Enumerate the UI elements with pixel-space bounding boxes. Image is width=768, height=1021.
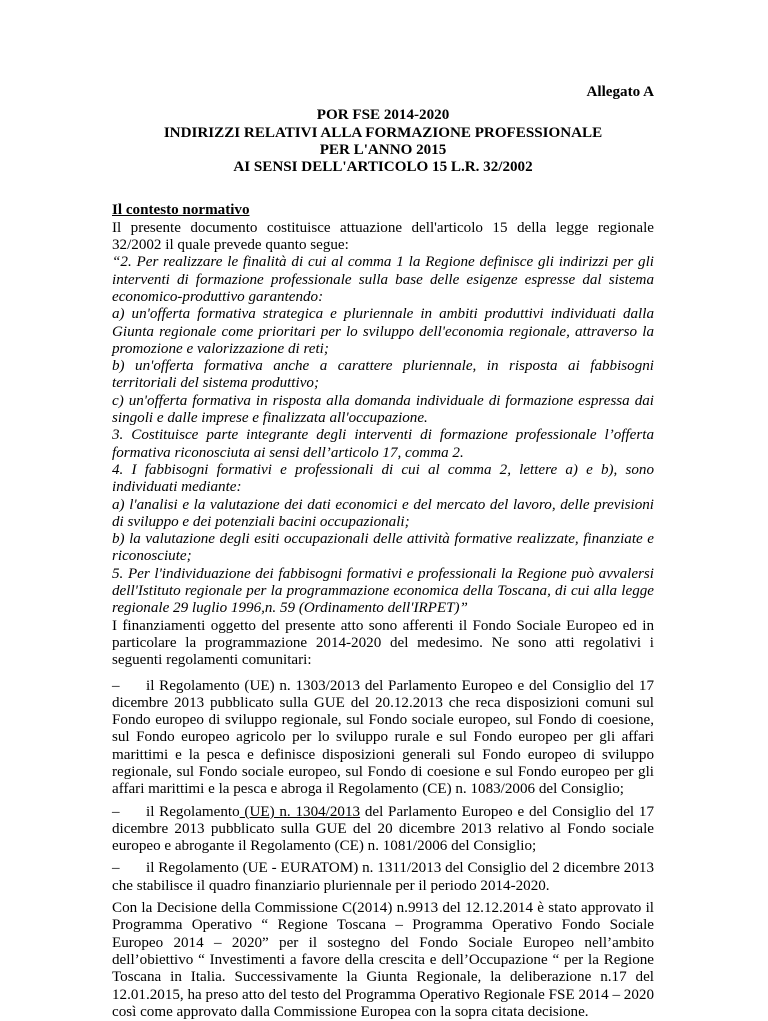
intro-paragraph: Il presente documento costituisce attuazione dell'articolo 15 della legge regionale 32/2002 il quale prevede quanto segue: [112, 219, 654, 254]
list-item [112, 860, 654, 895]
quote-item-4b: b) la valutazione degli esiti occupazionali delle attività formative realizzate, finanziate e riconosciute; [112, 531, 654, 565]
regulation-1303: il Regolamento (UE) n. 1303/2013 del Parlamento Europeo e del Consiglio del 17 dicembre 2013 pubblicato sulla GUE del 20.12.2013 che reca disposizioni comuni sul Fondo europeo di sviluppo regionale, sul Fondo sociale europeo, sul Fondo di coesione, sul Fondo europeo agricolo per lo sviluppo rurale e sul Fondo europeo per gli affari marittimi e la pesca e definisce disposizioni generali sul Fondo europeo di sviluppo regionale, sul Fondo sociale europeo, sul Fondo di coesione e sul Fondo europeo per gli affari marittimi e la pesca e abroga il Regolamento (CE) n. 1083/2006 del Consiglio; [112, 677, 654, 798]
list-item [112, 804, 654, 856]
quote-paragraph-3: 3. Costituisce parte integrante degli interventi di formazione professionale l’offerta formativa riconosciuta ai sensi dell’articolo 17, comma 2. [112, 427, 654, 461]
dash-bullet: – [112, 677, 120, 694]
regulation-1304-post: del Parlamento Europeo e del Consiglio del 17 dicembre 2013 pubblicato sulla GUE del 20 dicembre 2013 relativo al Fondo sociale europeo e abrogante il Regolamento (CE) n. 1081/2006 del Consiglio; [112, 803, 654, 855]
regulation-1304-number: (UE) n. 1304/2013 [239, 803, 361, 820]
closing-paragraph: Con la Decisione della Commissione C(2014) n.9913 del 12.12.2014 è stato approvato il Programma Operativo “ Regione Toscana – Programma Operativo Fondo Sociale Europeo 2014 – 2020” per il sostegno del Fondo Sociale Europeo nell’ambito dell’obiettivo “ Investimenti a favore della crescita e dell’Occupazione “ per la Regione Toscana in Italia. Successivamente la Giunta Regionale, la deliberazione n.17 del 12.01.2015, ha preso atto del testo del Programma Operativo Regionale FSE 2014 – 2020 così come approvato dalla Commissione Europea con la sopra citata decisione. [112, 900, 654, 1020]
title-line-2: INDIRIZZI RELATIVI ALLA FORMAZIONE PROFESSIONALE [163, 124, 603, 141]
quote-item-2b: b) un'offerta formativa anche a carattere pluriennale, in risposta ai fabbisogni territoriali del sistema produttivo; [112, 358, 654, 392]
quote-paragraph-4: 4. I fabbisogni formativi e professionali di cui al comma 2, lettere a) e b), sono individuati mediante: [112, 461, 654, 496]
financing-paragraph: I finanziamenti oggetto del presente atto sono afferenti il Fondo Sociale Europeo ed in particolare la programmazione 2014-2020 del medesimo. Ne sono atti regolativi i seguenti regolamenti comunitari: [112, 617, 654, 669]
quote-paragraph-2: “2. Per realizzare le finalità di cui al comma 1 la Regione definisce gli indirizzi per gli interventi di formazione professionale sulla base delle esigenze espresse dal sistema economico-produttivo garantendo: [112, 254, 654, 305]
title-line-3: PER L'ANNO 2015 [319, 141, 447, 158]
title-line-4: AI SENSI DELL'ARTICOLO 15 L.R. 32/2002 [233, 159, 533, 176]
document-page [112, 84, 654, 1021]
document-title [112, 107, 654, 176]
quote-item-4a: a) l'analisi e la valutazione dei dati economici e del mercato del lavoro, delle previsioni di sviluppo e dei potenziali bacini occupazionali; [112, 496, 654, 530]
title-line-1: POR FSE 2014-2020 [316, 107, 450, 124]
law-quote [112, 254, 654, 617]
quote-item-2c: c) un'offerta formativa in risposta alla domanda individuale di formazione espressa dai singoli e dalle imprese e finalizzata all'occupazione. [112, 392, 654, 427]
quote-paragraph-5: 5. Per l'individuazione dei fabbisogni formativi e professionali la Regione può avvalersi dell'Istituto regionale per la programmazione economica della Toscana, di cui alla legge regionale 29 luglio 1996,n. 59 (Ordinamento dell'IRPET)” [112, 565, 654, 617]
regulation-1311: il Regolamento (UE - EURATOM) n. 1311/2013 del Consiglio del 2 dicembre 2013 che stabilisce il quadro finanziario pluriennale per il periodo 2014-2020. [112, 860, 654, 894]
quote-item-2a: a) un'offerta formativa strategica e pluriennale in ambiti produttivi individuati dalla Giunta regionale come prioritari per lo sviluppo dell'economia regionale, attraverso la promozione e valorizzazione di reti; [112, 306, 654, 357]
list-item [112, 678, 654, 799]
dash-bullet: – [112, 803, 120, 820]
attachment-label: Allegato A [586, 84, 654, 100]
regulation-1304-pre: il Regolamento [146, 803, 240, 820]
dash-bullet: – [112, 860, 120, 877]
section-heading: Il contesto normativo [112, 202, 250, 219]
